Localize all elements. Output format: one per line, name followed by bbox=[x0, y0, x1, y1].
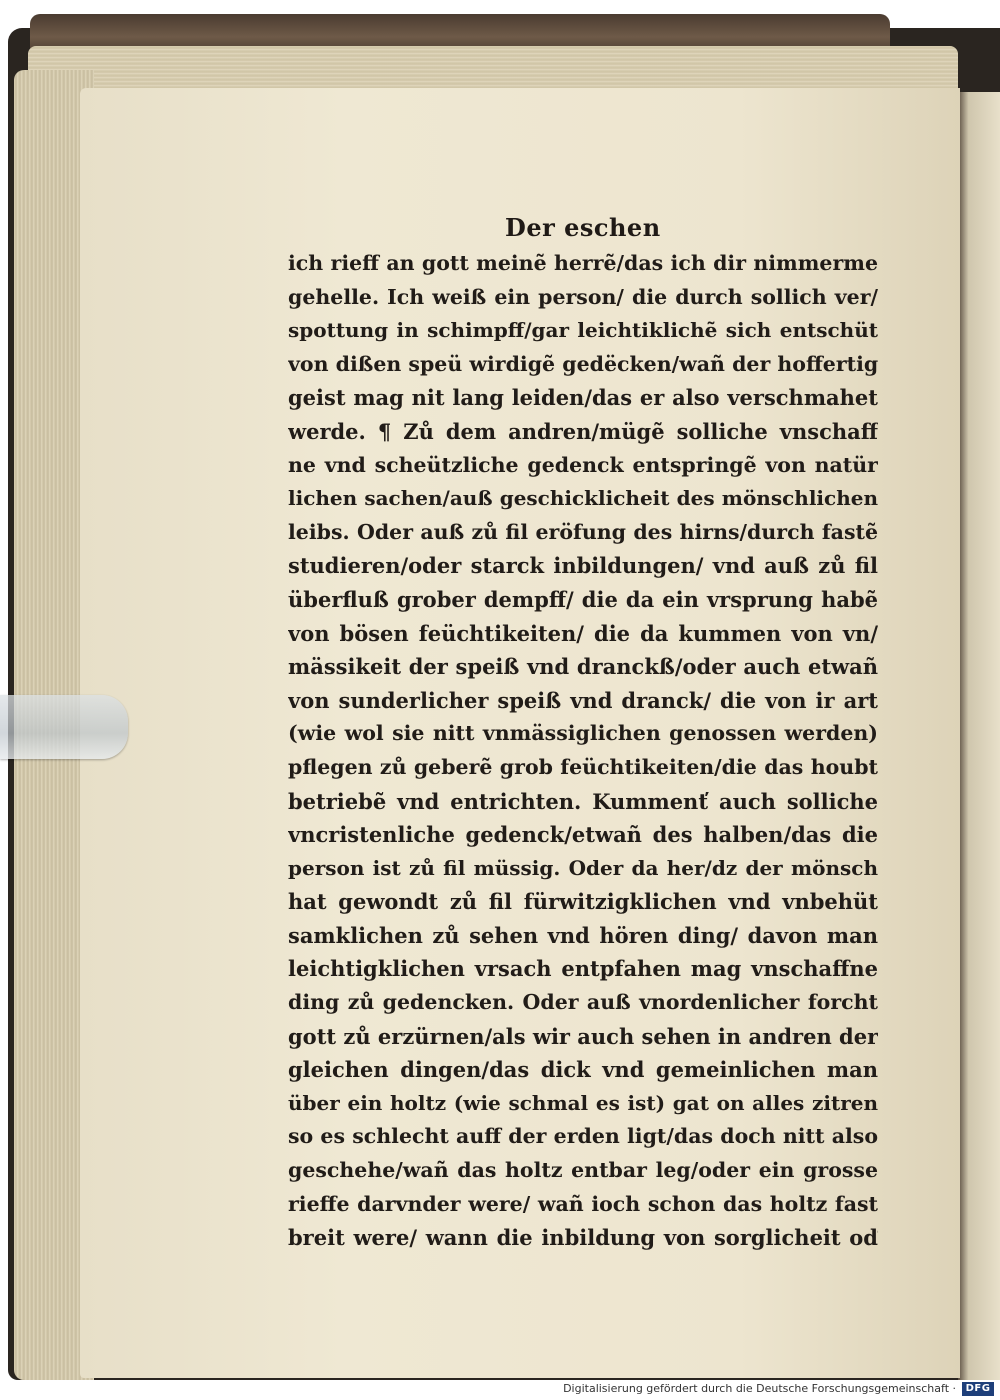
facing-page-edge bbox=[958, 92, 1000, 1380]
text-line: pflegen zů geberẽ grob feüchtikeiten/die das houbt bbox=[288, 754, 878, 779]
text-line: betriebẽ vnd entrichten. Kummenť auch solliche bbox=[288, 788, 878, 814]
text-line: (wie wol sie nitt vnmässiglichen genossen werden) bbox=[288, 721, 878, 746]
text-line: von bösen feüchtikeiten/ die da kummen von vn/ bbox=[288, 620, 878, 646]
text-line: überfluß grober dempff/ die da ein vrsprung habẽ bbox=[288, 586, 878, 612]
text-line: samklichen zů sehen vnd hören ding/ davon man bbox=[288, 922, 878, 948]
text-line: von sunderlicher speiß vnd dranck/ die von ir art bbox=[288, 687, 878, 713]
text-line: über ein holtz (wie schmal es ist) gat on alles zitren bbox=[288, 1090, 878, 1115]
text-line: rieffe darvnder were/ wañ ioch schon das holtz fast bbox=[288, 1191, 878, 1216]
running-head: Der eschen bbox=[505, 213, 661, 242]
body-text bbox=[288, 247, 878, 1255]
text-line: spottung in schimpff/gar leichtiklichẽ sich entschüt bbox=[288, 318, 878, 343]
text-line: leibs. Oder auß zů fil eröfung des hirns/durch fastẽ bbox=[288, 519, 878, 544]
text-line: ne vnd scheützliche gedenck entspringẽ von natür bbox=[288, 452, 878, 477]
text-line: breit were/ wann die inbildung von sorglicheit oď bbox=[288, 1225, 878, 1251]
text-line: ding zů gedencken. Oder auß vnordenlicher forcht bbox=[288, 990, 878, 1015]
text-line: werde. ¶ Zů dem andren/mügẽ solliche vnschaff bbox=[288, 418, 878, 444]
text-line: gott zů erzürnen/als wir auch sehen in andren der bbox=[288, 1023, 878, 1049]
dfg-logo: DFG bbox=[962, 1382, 994, 1396]
text-line: gehelle. Ich weiß ein person/ die durch sollich ver/ bbox=[288, 284, 878, 309]
text-line: so es schlecht auff der erden ligt/das doch nitt also bbox=[288, 1124, 878, 1149]
text-line: lichen sachen/auß geschicklicheit des mönschlichen bbox=[288, 486, 878, 511]
footer-attribution: Digitalisierung gefördert durch die Deutsche Forschungsgemeinschaft · bbox=[563, 1382, 956, 1395]
text-line: gleichen dingen/das dick vnd gemeinlichen man bbox=[288, 1057, 878, 1083]
page-holder-clip bbox=[0, 695, 128, 759]
text-line: von dißen speü wirdigẽ gedëcken/wañ der hoffertig bbox=[288, 351, 878, 376]
text-line: geschehe/wañ das holtz entbar leg/oder ein grosse bbox=[288, 1158, 878, 1183]
text-line: hat gewondt zů fil fürwitzigklichen vnd vnbehüt bbox=[288, 889, 878, 915]
text-line: ich rieff an gott meinẽ herrẽ/das ich dir nimmerme bbox=[288, 251, 878, 275]
footer-bar bbox=[0, 1380, 1000, 1400]
text-line: person ist zů fil müssig. Oder da her/dz der mönsch bbox=[288, 855, 878, 880]
text-line: vncristenliche gedenck/etwañ des halben/das die bbox=[288, 822, 878, 848]
text-line: studieren/oder starck inbildungen/ vnd auß zů fil bbox=[288, 553, 878, 579]
text-line: leichtigklichen vrsach entpfahen mag vnschaffne bbox=[288, 956, 878, 982]
text-line: mässikeit der speiß vnd dranckß/oder auch etwañ bbox=[288, 654, 878, 680]
text-line: geist mag nit lang leiden/das er also verschmahet bbox=[288, 385, 878, 411]
